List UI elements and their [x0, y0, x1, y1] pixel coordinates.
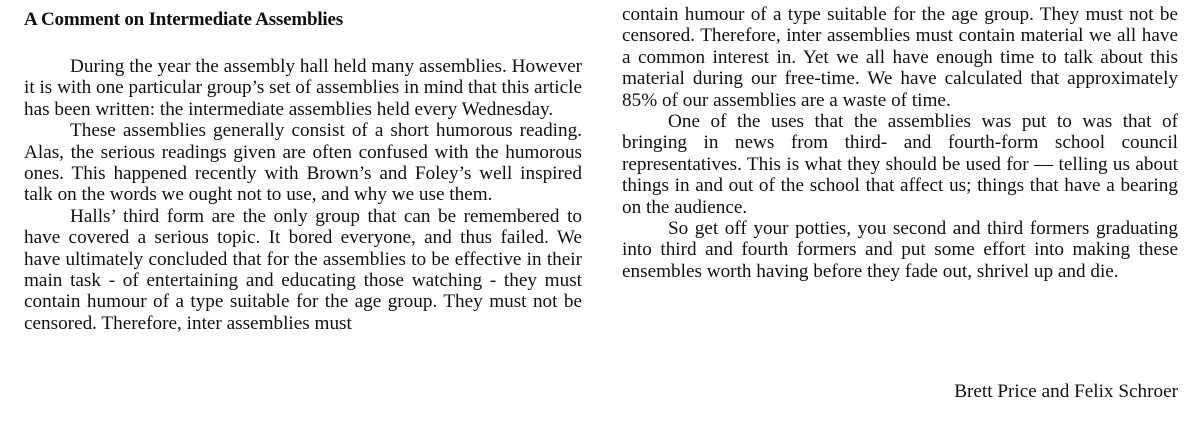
left-column-body	[24, 56, 582, 334]
paragraph-continued: contain humour of a type suitable for the age group. They must not be censored. Therefore, inter assemblies must contain material we all have a common interest in. Yet we all have enough time to talk about this material during our free-time. We have calculated that approximately 85% of our assemblies are a waste of time.	[622, 4, 1178, 111]
paragraph: During the year the assembly hall held many assemblies. However it is with one particular group’s set of assemblies in mind that this article has been written: the intermediate assemblies held every Wednesday.	[24, 56, 582, 120]
paragraph: So get off your potties, you second and third formers graduating into third and fourth formers and put some effort into making these ensembles worth having before they fade out, shrivel up and die.	[622, 218, 1178, 282]
article-title: A Comment on Intermediate Assemblies	[24, 9, 343, 30]
right-column-body	[622, 4, 1178, 282]
paragraph: One of the uses that the assemblies was put to was that of bringing in news from third- and fourth-form school council representatives. This is what they should be used for — telling us about things in and out of the school that affect us; things that have a bearing on the audience.	[622, 111, 1178, 218]
author-signature: Brett Price and Felix Schroer	[954, 381, 1178, 402]
paragraph: Halls’ third form are the only group that can be remembered to have covered a serious topic. It bored everyone, and thus failed. We have ultimately concluded that for the assemblies to be effective in their main task - of entertaining and educating those watching - they must contain humour of a type suitable for the age group. They must not be censored. Therefore, inter assemblies must	[24, 205, 582, 334]
paragraph: These assemblies generally consist of a short humorous reading. Alas, the serious readings given are often confused with the humorous ones. This happened recently with Brown’s and Foley’s well inspired talk on the words we ought not to use, and why we use them.	[24, 120, 582, 206]
